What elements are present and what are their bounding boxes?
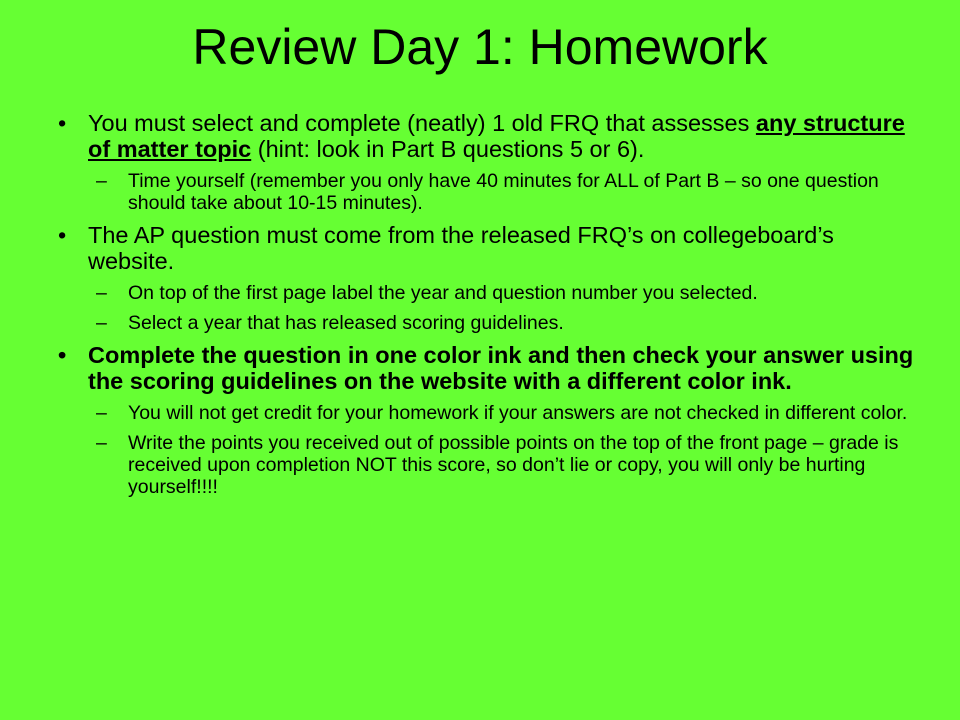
bullet-text: The AP question must come from the released FRQ’s on collegeboard’s website.: [88, 222, 834, 274]
sub-bullet-dash-icon: –: [96, 432, 107, 454]
bullet-item: [56, 222, 916, 274]
sub-bullet-dash-icon: –: [96, 402, 107, 424]
bullet-text: You must select and complete (neatly) 1 old FRQ that assesses: [88, 110, 756, 136]
sub-bullet-text: You will not get credit for your homework if your answers are not checked in different color.: [128, 402, 908, 424]
sub-bullet-text: Time yourself (remember you only have 40 minutes for ALL of Part B – so one question should take about 10-15 minutes).: [128, 170, 879, 214]
sub-bullet-dash-icon: –: [96, 170, 107, 192]
sub-bullet-item: [56, 170, 916, 214]
sub-bullet-item: [56, 432, 916, 498]
sub-bullet-text: Select a year that has released scoring guidelines.: [128, 312, 564, 334]
sub-bullet-item: [56, 312, 916, 334]
sub-bullet-item: [56, 282, 916, 304]
sub-bullet-dash-icon: –: [96, 282, 107, 304]
underlined-emphasis: any structure of matter topic: [88, 110, 905, 162]
slide-body: [56, 110, 916, 506]
sub-bullet-dash-icon: –: [96, 312, 107, 334]
bullet-item: [56, 110, 916, 162]
sub-bullet-text: On top of the first page label the year and question number you selected.: [128, 282, 758, 304]
bullet-text-continued: (hint: look in Part B questions 5 or 6).: [251, 136, 645, 162]
bullet-dot-icon: •: [58, 110, 67, 136]
bullet-dot-icon: •: [58, 222, 67, 248]
sub-bullet-text: Write the points you received out of possible points on the top of the front page – grade is received upon completion NOT this score, so don’t lie or copy, you will only be hurting yourself!!!!: [128, 432, 899, 498]
slide-title: Review Day 1: Homework: [192, 19, 768, 75]
bullet-text: Complete the question in one color ink and then check your answer using the scoring guidelines on the website with a different color ink.: [88, 342, 914, 394]
bullet-item: [56, 342, 916, 394]
bullet-dot-icon: •: [58, 342, 67, 368]
sub-bullet-item: [56, 402, 916, 424]
